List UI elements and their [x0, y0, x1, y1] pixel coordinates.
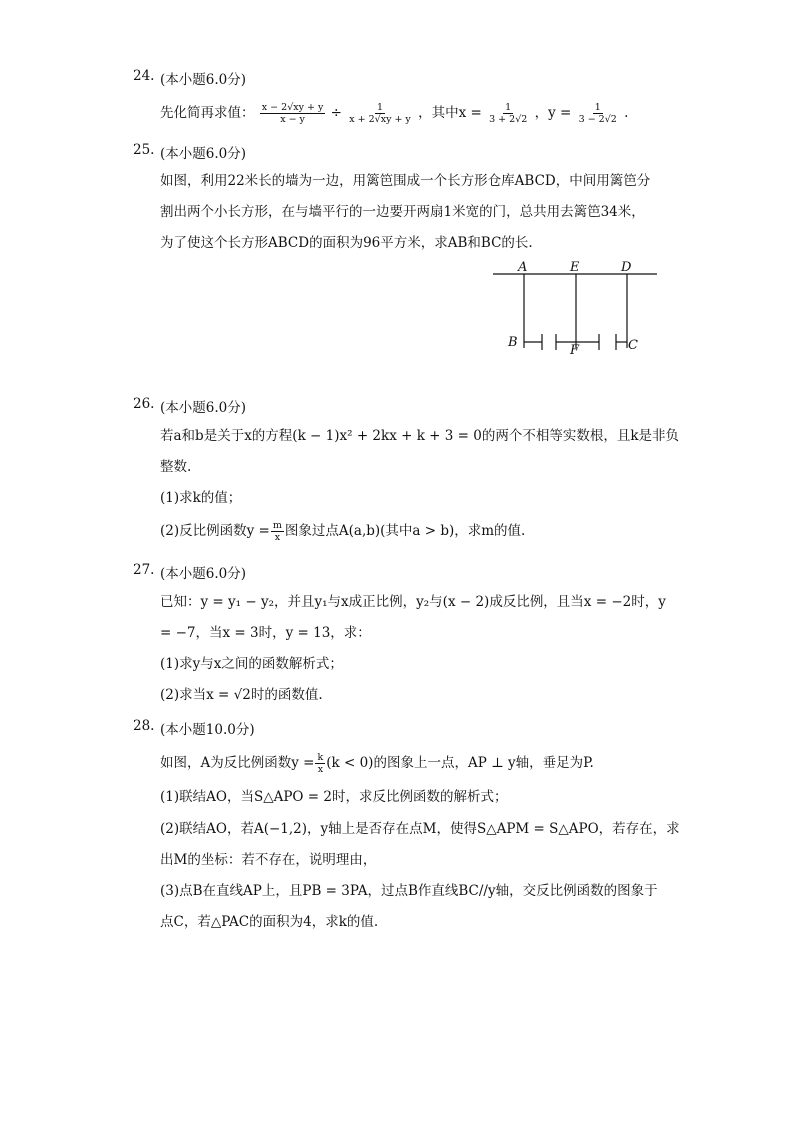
question-body-line: 如图，利用22米长的墙为一边，用篱笆围成一个长方形仓库ABCD，中间用篱笆分 [160, 173, 651, 189]
question-header: (本小题6.0分) [160, 400, 247, 416]
fraction-y-value: $\frac{1}{3 - 2√2}$ [578, 102, 617, 125]
label-f: F [570, 343, 580, 358]
label-d: D [621, 260, 632, 275]
label-e: E [570, 260, 580, 275]
label-c: C [628, 338, 638, 353]
question-number: 28. [133, 718, 155, 734]
question-header: (本小题6.0分) [160, 566, 247, 582]
warehouse-diagram [490, 258, 670, 358]
question-header: (本小题6.0分) [160, 72, 247, 88]
sub-question-1: (1)求k的值； [160, 490, 242, 506]
label-b: B [508, 335, 518, 350]
sub-question-1: (1)联结AO，当S△APO = 2时，求反比例函数的解析式； [160, 789, 508, 805]
question-header: (本小题10.0分) [160, 722, 255, 738]
sub-question-3: (3)点B在直线AP上，且PB = 3PA，过点B作直线BC//y轴，交反比例函数的图象于 [160, 883, 658, 899]
question-number: 27. [133, 562, 155, 578]
question-body-line: 点C，若△PAC的面积为4，求k的值. [160, 914, 379, 930]
question-number: 24. [133, 68, 155, 84]
question-number: 25. [133, 142, 155, 158]
question-body-line: 割出两个小长方形，在与墙平行的一边要开两扇1米宽的门，总共用去篱笆34米， [160, 204, 645, 220]
question-header: (本小题6.0分) [160, 146, 247, 162]
fraction-expression-2: $\frac{1}{x + 2√xy + y}$ [349, 102, 411, 125]
fraction-expression-1: $\frac{x - 2√xy + y}{x - y}$ [261, 102, 324, 125]
condition-text-y: ，y = [534, 105, 572, 121]
question-number: 26. [133, 396, 155, 412]
question-body-line: 已知：y = y₁ − y₂，并且y₁与x成正比例，y₂与(x − 2)成反比例，且当x = −2时，y [160, 594, 666, 610]
question-body-line: 整数. [160, 459, 192, 475]
sub-question-2: (2)求当x = √2时的函数值. [160, 687, 323, 703]
sub-question-2: (2)反比例函数y = $\frac{m}{x}$ 图象过点A(a,b)(其中a > b)，求m的值. [160, 520, 526, 543]
period: . [624, 105, 629, 121]
question-body-line: 如图，A为反比例函数y = $\frac{k}{x}$ (k < 0)的图象上一点，AP ⊥ y轴，垂足为P. [160, 752, 594, 775]
fraction-x-value: $\frac{1}{3 + 2√2}$ [489, 102, 528, 125]
sub-question-1: (1)求y与x之间的函数解析式； [160, 656, 343, 672]
sub-question-2: (2)联结AO，若A(−1,2)，y轴上是否存在点M，使得S△APM = S△APO，若存在，求 [160, 821, 680, 837]
fraction-k-over-x: $\frac{k}{x}$ [317, 752, 324, 775]
question-body-line: 为了使这个长方形ABCD的面积为96平方米，求AB和BC的长. [160, 235, 533, 251]
prompt-text: 先化简再求值： [160, 105, 255, 121]
question-body-line: 出M的坐标：若不存在，说明理由， [160, 852, 377, 868]
fraction-m-over-x: $\frac{m}{x}$ [272, 520, 282, 543]
condition-text: ，其中x = [418, 105, 482, 121]
question-body-line: 若a和b是关于x的方程(k − 1)x² + 2kx + k + 3 = 0的两个不相等实数根，且k是非负 [160, 428, 680, 444]
label-a: A [518, 260, 528, 275]
question-body-line [160, 102, 628, 125]
divide-sign: ÷ [330, 105, 342, 121]
question-body-line: = −7，当x = 3时，y = 13，求： [160, 625, 371, 641]
